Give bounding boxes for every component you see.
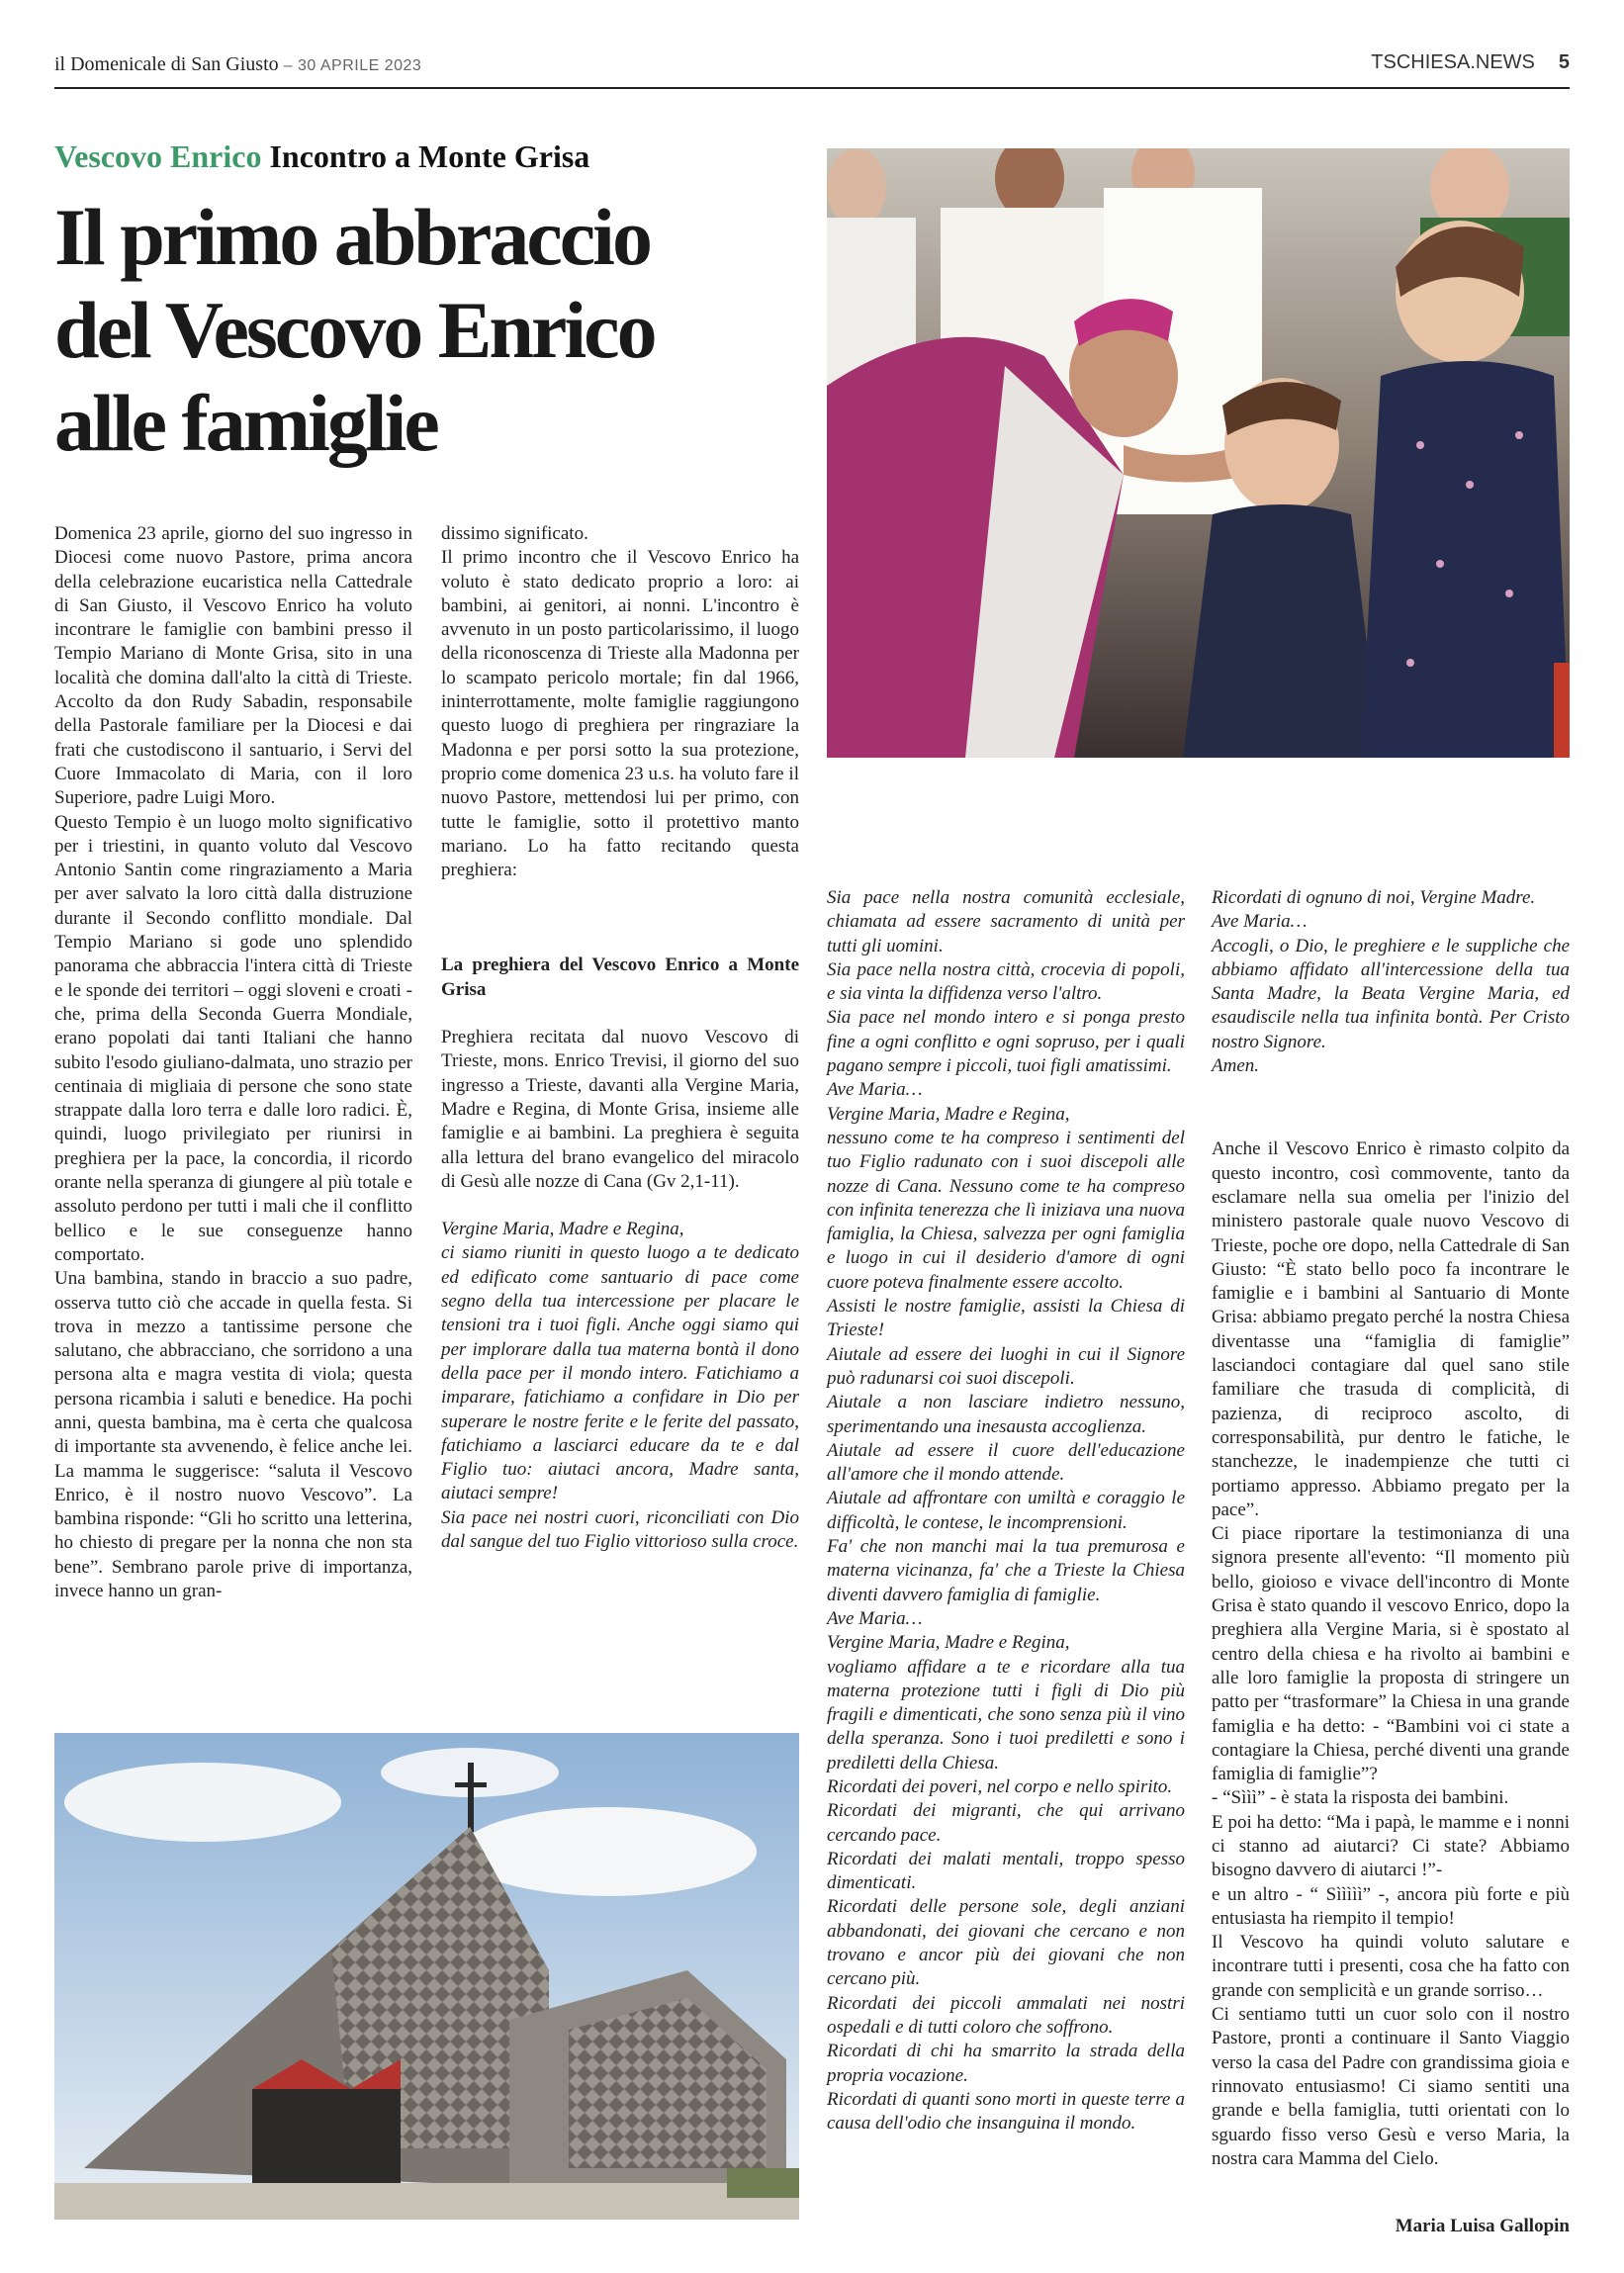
prayer-line: Assisti le nostre famiglie, assisti la Chiesa di Trieste! <box>827 1296 1185 1341</box>
temple-photo <box>54 1733 799 2220</box>
prayer-line: vogliamo affidare a te e ricordare alla tua materna protezione tutti i figli di Dio più fragili e dimenticati, che sono senza più il vino della speranza. Sono i tuoi prediletti e sono i prediletti della Chiesa. <box>827 1656 1185 1773</box>
prayer-line: Ricordati di ognuno di noi, Vergine Madre. <box>1212 887 1536 908</box>
prayer-line: Sia pace nel mondo intero e si ponga presto fine a ogni conflitto e ogni sopruso, per i quali pagano sempre i piccoli, tuoi figli amatissimi. <box>827 1007 1185 1077</box>
prayer-line: Fa' che non manchi mai la tua premurosa e materna vicinanza, fa' che a Trieste la Chiesa diventi davvero famiglia di famiglie. <box>827 1536 1185 1605</box>
paragraph: Il Vescovo ha quindi voluto salutare e incontrare tutti i presenti, cosa che ha fatto con grande con semplicità e un grande sorriso… <box>1212 1932 1570 2001</box>
prayer-line: Ricordati dei poveri, nel corpo e nello spirito. <box>827 1775 1173 1797</box>
headline-line: alle famiglie <box>54 378 437 468</box>
kicker-rest: Incontro a Monte Grisa <box>269 138 590 174</box>
paragraph: Una bambina, stando in braccio a suo padre, osserva tutto ciò che accade in quella festa. Si trova in mezzo a tantissime persone che salutano, che abbracciano, che sorridono a una persona alta e magra vestita di viola; questa persona ricambia i saluti e benedice. Ha pochi anni, questa bambina, ma è certa che qualcosa di importante sta avvenendo, è felice anche lei. La mamma le suggerisce: “saluta il Vescovo Enrico, è il nostro nuovo Vescovo”. La bambina risponde: “Gli ho scritto una letterina, ho chiesto di pregare per la nonna che non sta bene”. Sembrano parole prive di importanza, invece hanno un gran- <box>54 1268 412 1602</box>
headline <box>54 191 767 470</box>
paragraph: Il primo incontro che il Vescovo Enrico ha voluto è stato dedicato proprio a loro: ai bambini, ai genitori, ai nonni. L'incontro è avvenuto in un posto particolarissimo, il luogo della riconoscenza di Trieste alla Madonna per lo scampato pericolo mortale; fin dal 1966, ininterrottamente, molte famiglie raggiungono questo luogo di preghiera per ringraziare la Madonna e per porsi sotto la sua protezione, proprio come domenica 23 u.s. ha voluto fare il nuovo Pastore, mettendosi lui per primo, con tutte le famiglie, sotto il protettivo manto mariano. Lo ha fatto recitando questa preghiera: <box>441 547 799 881</box>
paragraph: Questo Tempio è un luogo molto significativo per i triestini, in quanto voluto dal Vescovo Antonio Santin come ringraziamento a Maria per aver salvato la loro città dalla distruzione durante il Secondo conflitto mondiale. Dal Tempio Mariano si gode uno splendido panorama che abbraccia l'intera città di Trieste e le sponde dei territori – oggi sloveni e croati - che, prima della Seconda Guerra Mondiale, erano popolati dai tanti Italiani che hanno subito l'esodo giuliano-dalmata, uno strazio per centinaia di migliaia di persone che sono state strappate dalla loro terra e dalle loro radici. È, quindi, luogo privilegiato per riunirsi in preghiera per la pace, la concordia, il ricordo orante nella speranza di giungere al più totale e assoluto perdono per tutti i mali che il conflitto bellico e le sue conseguenze hanno comportato. <box>54 811 412 1265</box>
prayer-line: Ricordati delle persone sole, degli anziani abbandonati, dei giovani che cercano e non trovano e ancor più dei giovani che non cercano più. <box>827 1896 1185 1990</box>
publication-name: il Domenicale di San Giusto <box>54 53 279 75</box>
paragraph: dissimo significato. <box>441 523 588 544</box>
issue-date: – 30 APRILE 2023 <box>283 57 422 74</box>
prayer-line: Ave Maria… <box>827 1607 923 1629</box>
prayer-line: Aiutale ad essere dei luoghi in cui il Signore può radunarsi coi suoi discepoli. <box>827 1343 1185 1389</box>
site-and-page <box>1371 51 1570 74</box>
bishop-photo <box>827 148 1570 758</box>
prayer-line: ci siamo riuniti in questo luogo a te dedicato ed edificato come santuario di pace come segno della tua intercessione per placare le tensioni tra i tuoi figli. Anche oggi siamo qui per implorare dalla tua materna bontà il dono della pace per il mondo intero. Fatichiamo a imparare, fatichiamo a confidare in Dio per superare le nostre ferite e le ferite del passato, fatichiamo a lasciarci educare da te e dal Figlio tuo: aiutaci ancora, Madre santa, aiutaci sempre! <box>441 1242 799 1504</box>
paragraph: - “Sììì” - è stata la risposta dei bambini. <box>1212 1787 1509 1809</box>
prayer-line: Aiutale ad essere il cuore dell'educazione all'amore che il mondo attende. <box>827 1439 1185 1486</box>
kicker-green: Vescovo Enrico <box>54 138 262 174</box>
article-column-2 <box>441 522 799 1554</box>
page-number: 5 <box>1558 51 1570 73</box>
prayer-line: Sia pace nei nostri cuori, riconciliati con Dio dal sangue del tuo Figlio vittorioso sulla croce. <box>441 1506 799 1552</box>
article-kicker <box>54 138 589 175</box>
prayer-line: Accogli, o Dio, le preghiere e le suppliche che abbiamo affidato all'intercessione della tua Santa Madre, la Beata Vergine Maria, ed esaudiscile nella tua infinita bontà. Per Cristo nostro Signore. <box>1212 935 1570 1052</box>
page-header <box>54 47 1570 89</box>
prayer-title: La preghiera del Vescovo Enrico a Monte Grisa <box>441 955 799 1000</box>
prayer-line: Amen. <box>1212 1055 1260 1077</box>
prayer-line: Ave Maria… <box>1212 911 1308 933</box>
article-column-1 <box>54 522 412 1603</box>
paragraph: Ci sentiamo tutti un cuor solo con il nostro Pastore, pronti a continuare il Santo Viaggio verso la casa del Padre con grandissima gioia e rinnovato entusiasmo! Ci siamo sentiti una grande e bella famiglia, tutti orientati con lo sguardo fisso verso Gesù e verso Maria, la nostra cara Mamma del Cielo. <box>1212 2004 1570 2169</box>
prayer-intro: Preghiera recitata dal nuovo Vescovo di Trieste, mons. Enrico Trevisi, il giorno del suo ingresso a Trieste, davanti alla Vergine Maria, Madre e Regina, di Monte Grisa, insieme alle famiglie e ai bambini. La preghiera è seguita alla lettura del brano evangelico del miracolo di Gesù alle nozze di Cana (Gv 2,1-11). <box>441 1027 799 1192</box>
prayer-line: Ricordati dei malati mentali, troppo spesso dimenticati. <box>827 1848 1185 1894</box>
prayer-line: Sia pace nella nostra comunità ecclesiale, chiamata ad essere sacramento di unità per tutti gli uomini. <box>827 887 1185 956</box>
site-link[interactable]: TSCHIESA.NEWS <box>1371 51 1535 73</box>
prayer-line: Vergine Maria, Madre e Regina, <box>827 1632 1070 1654</box>
prayer-line: Aiutale ad affrontare con umiltà e coraggio le difficoltà, le contese, le incomprensioni. <box>827 1488 1185 1533</box>
prayer-line: Ave Maria… <box>827 1079 923 1101</box>
prayer-line: Sia pace nella nostra città, crocevia di popoli, e sia vinta la diffidenza verso l'altro. <box>827 958 1185 1005</box>
prayer-line: Ricordati dei piccoli ammalati nei nostri ospedali e di tutti coloro che soffrono. <box>827 1992 1185 2038</box>
headline-line: del Vescovo Enrico <box>54 285 655 375</box>
paragraph: E poi ha detto: “Ma i papà, le mamme e i nonni ci stanno ad aiutarci? Ci state? Abbiamo bisogno davvero di aiutarci !”- <box>1212 1811 1570 1881</box>
prayer-column-3 <box>827 886 1185 2136</box>
prayer-line: Vergine Maria, Madre e Regina, <box>827 1103 1070 1125</box>
paragraph: e un altro - “ Sììììì” -, ancora più forte e più entusiasta ha riempito il tempio! <box>1212 1883 1570 1929</box>
prayer-line: Aiutale a non lasciare indietro nessuno, sperimentando una inesausta accoglienza. <box>827 1392 1185 1437</box>
prayer-line: Vergine Maria, Madre e Regina, <box>441 1219 684 1240</box>
prayer-line: Ricordati dei migranti, che qui arrivano cercando pace. <box>827 1800 1185 1846</box>
byline: Maria Luisa Gallopin <box>1395 2216 1570 2236</box>
paragraph: Ci piace riportare la testimonianza di una signora presente all'evento: “Il momento più bello, gioioso e vivace dell'incontro di Monte Grisa è stato quando il vescovo Enrico, dopo la preghiera alla Vergine Maria, si è spostato al centro della chiesa e ha rivolto ai bambini e alle loro famiglie la proposta di stringere un patto per “trasformare” la Chiesa in una grande famiglia e ha detto: - “Bambini voi ci state a contagiare la Chiesa, perché diventi una grande famiglia di famiglie”? <box>1212 1523 1570 1785</box>
headline-line: Il primo abbraccio <box>54 192 650 282</box>
prayer-line: nessuno come te ha compreso i sentimenti del tuo Figlio radunato con i suoi discepoli alle nozze di Cana. Nessuno come te ha compreso con infinita tenerezza che lì iniziava una nuova famiglia, la Chiesa, salvezza per ogni famiglia e luogo in cui il desiderio d'amore di ogni cuore poteva finalmente essere accolto. <box>827 1127 1185 1293</box>
paragraph: Domenica 23 aprile, giorno del suo ingresso in Diocesi come nuovo Pastore, prima ancora della celebrazione eucaristica nella Cattedrale di San Giusto, il Vescovo Enrico ha voluto incontrare le famiglie con bambini presso il Tempio Mariano di Monte Grisa, sito in una località che domina dall'alto la città di Trieste. Accolto da don Rudy Sabadin, responsabile della Pastorale familiare per la Diocesi e dai frati che custodiscono il santuario, i Servi del Cuore Immacolato di Maria, con il loro Superiore, padre Luigi Moro. <box>54 523 412 809</box>
publication-line <box>54 53 421 76</box>
article-column-4 <box>1212 886 1570 2171</box>
paragraph: Anche il Vescovo Enrico è rimasto colpito da questo incontro, così commovente, tanto da esclamare nella sua omelia per l'inizio del ministero pastorale quale nuovo Vescovo di Trieste, poche ore dopo, nella Cattedrale di San Giusto: “È stato bello poco fa incontrare le famiglie e i bambini al Santuario di Monte Grisa: abbiamo pregato perché la nostra Chiesa diventasse una “famiglia di famiglie” lasciandoci contagiare dal quel sano stile familiare che trasuda di complicità, di pazienza, di reciproco ascolto, di corresponsabilità, pur dentro le fatiche, le stanchezze, le inadempienze che tutti ci portiamo appresso. Abbiamo pregato per la pace”. <box>1212 1138 1570 1520</box>
prayer-line: Ricordati di chi ha smarrito la strada della propria vocazione. <box>827 2041 1185 2086</box>
prayer-line: Ricordati di quanti sono morti in queste terre a causa dell'odio che insanguina il mondo. <box>827 2088 1185 2135</box>
